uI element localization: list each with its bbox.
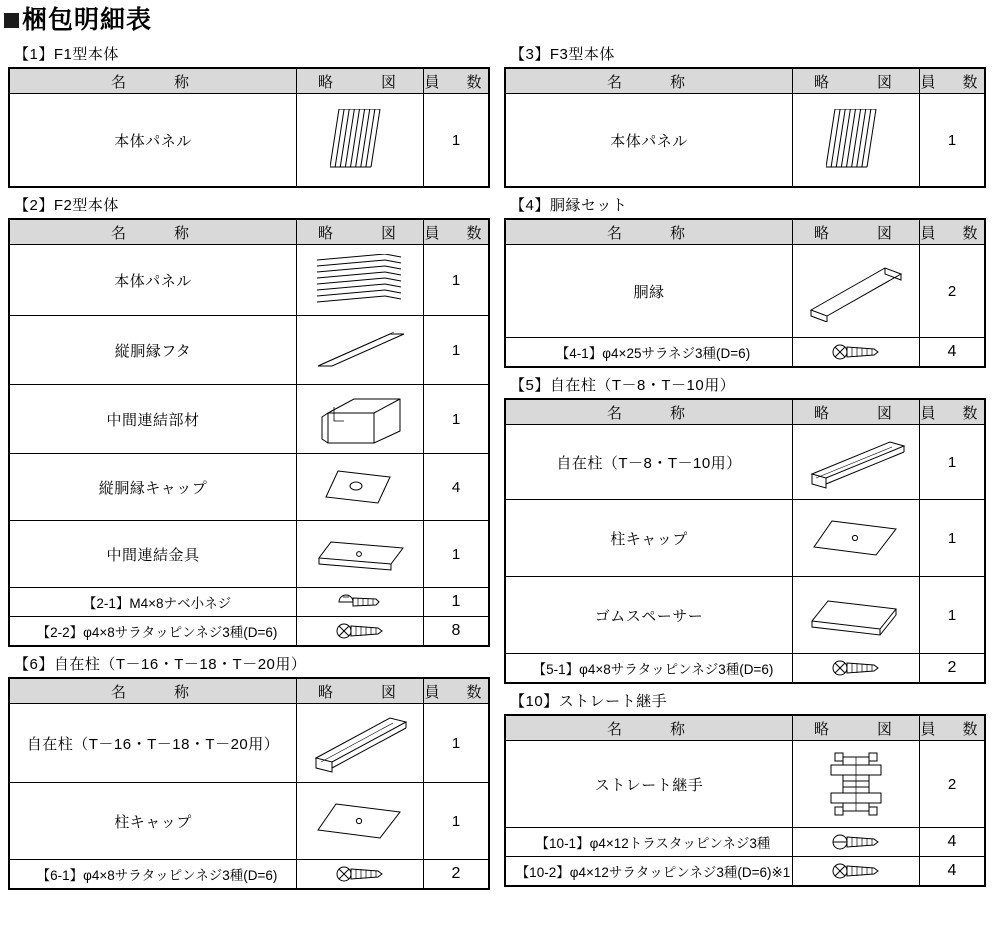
part-quantity: 1 [424, 783, 490, 860]
part-name: 【2-2】φ4×8サラタッピンネジ3種(D=6) [9, 617, 297, 647]
parts-table [504, 67, 986, 188]
flat-screw-icon [793, 857, 920, 887]
bracket-icon [297, 521, 424, 588]
table-row [9, 385, 489, 454]
table-row [9, 588, 489, 617]
table-row [9, 316, 489, 385]
table-row [505, 245, 985, 338]
part-name: 中間連結部材 [9, 385, 297, 454]
section-heading: 【6】自在柱（T－16・T－18・T－20用） [14, 656, 307, 673]
column-header-figure: 略 図 [297, 68, 424, 94]
parts-table [8, 677, 490, 890]
table-header-row [505, 219, 985, 245]
part-name: 【2-1】M4×8ナベ小ネジ [9, 588, 297, 617]
column-header-name: 名 称 [9, 68, 297, 94]
part-name: 縦胴縁フタ [9, 316, 297, 385]
table-row [9, 704, 489, 783]
two-column-layout [0, 37, 1000, 890]
part-quantity: 1 [920, 577, 986, 654]
part-name: 本体パネル [505, 94, 793, 188]
part-name: 柱キャップ [9, 783, 297, 860]
part-quantity: 1 [424, 521, 490, 588]
part-quantity: 2 [920, 741, 986, 828]
part-name: 【4-1】φ4×25サラネジ3種(D=6) [505, 338, 793, 368]
parts-table [504, 218, 986, 368]
table-header-row [505, 399, 985, 425]
column-header-name: 名 称 [505, 219, 793, 245]
part-name: 【10-1】φ4×12トラスタッピンネジ3種 [505, 828, 793, 857]
table-row [9, 245, 489, 316]
part-quantity: 8 [424, 617, 490, 647]
table-row [9, 860, 489, 890]
part-name: 胴縁 [505, 245, 793, 338]
part-name: 中間連結金具 [9, 521, 297, 588]
part-name: 【10-2】φ4×12サラタッピンネジ3種(D=6)※1 [505, 857, 793, 887]
column-header-qty: 員 数 [920, 715, 986, 741]
rubber-spacer-icon [793, 577, 920, 654]
section-heading: 【5】自在柱（T－8・T－10用） [510, 377, 736, 394]
table-row [505, 741, 985, 828]
post-short-icon [793, 425, 920, 500]
column-header-name: 名 称 [505, 399, 793, 425]
column-header-qty: 員 数 [920, 399, 986, 425]
table-row [505, 828, 985, 857]
column-header-name: 名 称 [9, 219, 297, 245]
post-cap-icon [793, 500, 920, 577]
table-header-row [505, 68, 985, 94]
part-quantity: 4 [920, 857, 986, 887]
part-quantity: 4 [920, 338, 986, 368]
part-quantity: 2 [424, 860, 490, 890]
straight-joint-icon [793, 741, 920, 828]
bullet-square-icon [4, 13, 19, 28]
section-s4 [504, 194, 984, 368]
cap-plate-icon [297, 454, 424, 521]
table-row [505, 94, 985, 188]
column-header-figure: 略 図 [793, 219, 920, 245]
table-row [505, 577, 985, 654]
table-header-row [505, 715, 985, 741]
table-row [505, 654, 985, 684]
section-s2 [8, 194, 488, 647]
table-row [9, 521, 489, 588]
part-quantity: 1 [424, 316, 490, 385]
page-title-text: 梱包明細表 [22, 6, 153, 34]
section-s5 [504, 374, 984, 684]
right-column [504, 37, 984, 890]
parts-table [504, 714, 986, 887]
table-row [9, 783, 489, 860]
post-long-icon [297, 704, 424, 783]
part-name: 本体パネル [9, 245, 297, 316]
section-s6 [8, 653, 488, 890]
part-name: 【6-1】φ4×8サラタッピンネジ3種(D=6) [9, 860, 297, 890]
rail-bar-icon [793, 245, 920, 338]
page-title [0, 0, 1000, 37]
table-row [9, 454, 489, 521]
flat-screw-icon [297, 860, 424, 890]
table-row [505, 500, 985, 577]
section-heading: 【4】胴縁セット [510, 197, 628, 214]
column-header-figure: 略 図 [297, 678, 424, 704]
table-row [9, 617, 489, 647]
truss-screw-icon [793, 828, 920, 857]
part-quantity: 2 [920, 654, 986, 684]
parts-table [504, 398, 986, 684]
table-header-row [9, 68, 489, 94]
column-header-qty: 員 数 [424, 678, 490, 704]
panel-f1-icon [297, 94, 424, 188]
section-heading: 【3】F3型本体 [510, 46, 615, 63]
column-header-qty: 員 数 [424, 68, 490, 94]
flat-screw-icon [793, 338, 920, 368]
section-heading: 【10】ストレート継手 [510, 693, 668, 710]
table-header-row [9, 219, 489, 245]
part-name: 自在柱（T－16・T－18・T－20用） [9, 704, 297, 783]
column-header-figure: 略 図 [793, 399, 920, 425]
flat-screw-icon [297, 617, 424, 647]
table-row [505, 857, 985, 887]
parts-table [8, 67, 490, 188]
part-quantity: 1 [920, 425, 986, 500]
section-s3 [504, 43, 984, 188]
part-quantity: 1 [424, 94, 490, 188]
part-name: ゴムスペーサー [505, 577, 793, 654]
column-header-qty: 員 数 [920, 219, 986, 245]
parts-table [8, 218, 490, 647]
table-row [505, 338, 985, 368]
part-quantity: 1 [920, 500, 986, 577]
part-name: 柱キャップ [505, 500, 793, 577]
column-header-qty: 員 数 [920, 68, 986, 94]
column-header-figure: 略 図 [297, 219, 424, 245]
table-row [9, 94, 489, 188]
table-header-row [9, 678, 489, 704]
part-quantity: 1 [424, 385, 490, 454]
flat-screw-icon [793, 654, 920, 684]
part-name: 縦胴縁キャップ [9, 454, 297, 521]
column-header-figure: 略 図 [793, 715, 920, 741]
column-header-name: 名 称 [505, 715, 793, 741]
part-name: 自在柱（T－8・T－10用） [505, 425, 793, 500]
left-column [8, 37, 488, 890]
part-name: 本体パネル [9, 94, 297, 188]
column-header-qty: 員 数 [424, 219, 490, 245]
section-heading: 【2】F2型本体 [14, 197, 119, 214]
column-header-name: 名 称 [9, 678, 297, 704]
lid-bar-icon [297, 316, 424, 385]
section-heading: 【1】F1型本体 [14, 46, 119, 63]
connector-block-icon [297, 385, 424, 454]
part-name: 【5-1】φ4×8サラタッピンネジ3種(D=6) [505, 654, 793, 684]
post-cap-icon [297, 783, 424, 860]
pan-screw-icon [297, 588, 424, 617]
part-quantity: 1 [920, 94, 986, 188]
part-quantity: 2 [920, 245, 986, 338]
column-header-figure: 略 図 [793, 68, 920, 94]
section-s10 [504, 690, 984, 887]
part-quantity: 1 [424, 704, 490, 783]
table-row [505, 425, 985, 500]
section-s1 [8, 43, 488, 188]
panel-f3-icon [793, 94, 920, 188]
panel-f2-icon [297, 245, 424, 316]
part-quantity: 1 [424, 245, 490, 316]
part-quantity: 4 [424, 454, 490, 521]
part-name: ストレート継手 [505, 741, 793, 828]
column-header-name: 名 称 [505, 68, 793, 94]
part-quantity: 4 [920, 828, 986, 857]
part-quantity: 1 [424, 588, 490, 617]
